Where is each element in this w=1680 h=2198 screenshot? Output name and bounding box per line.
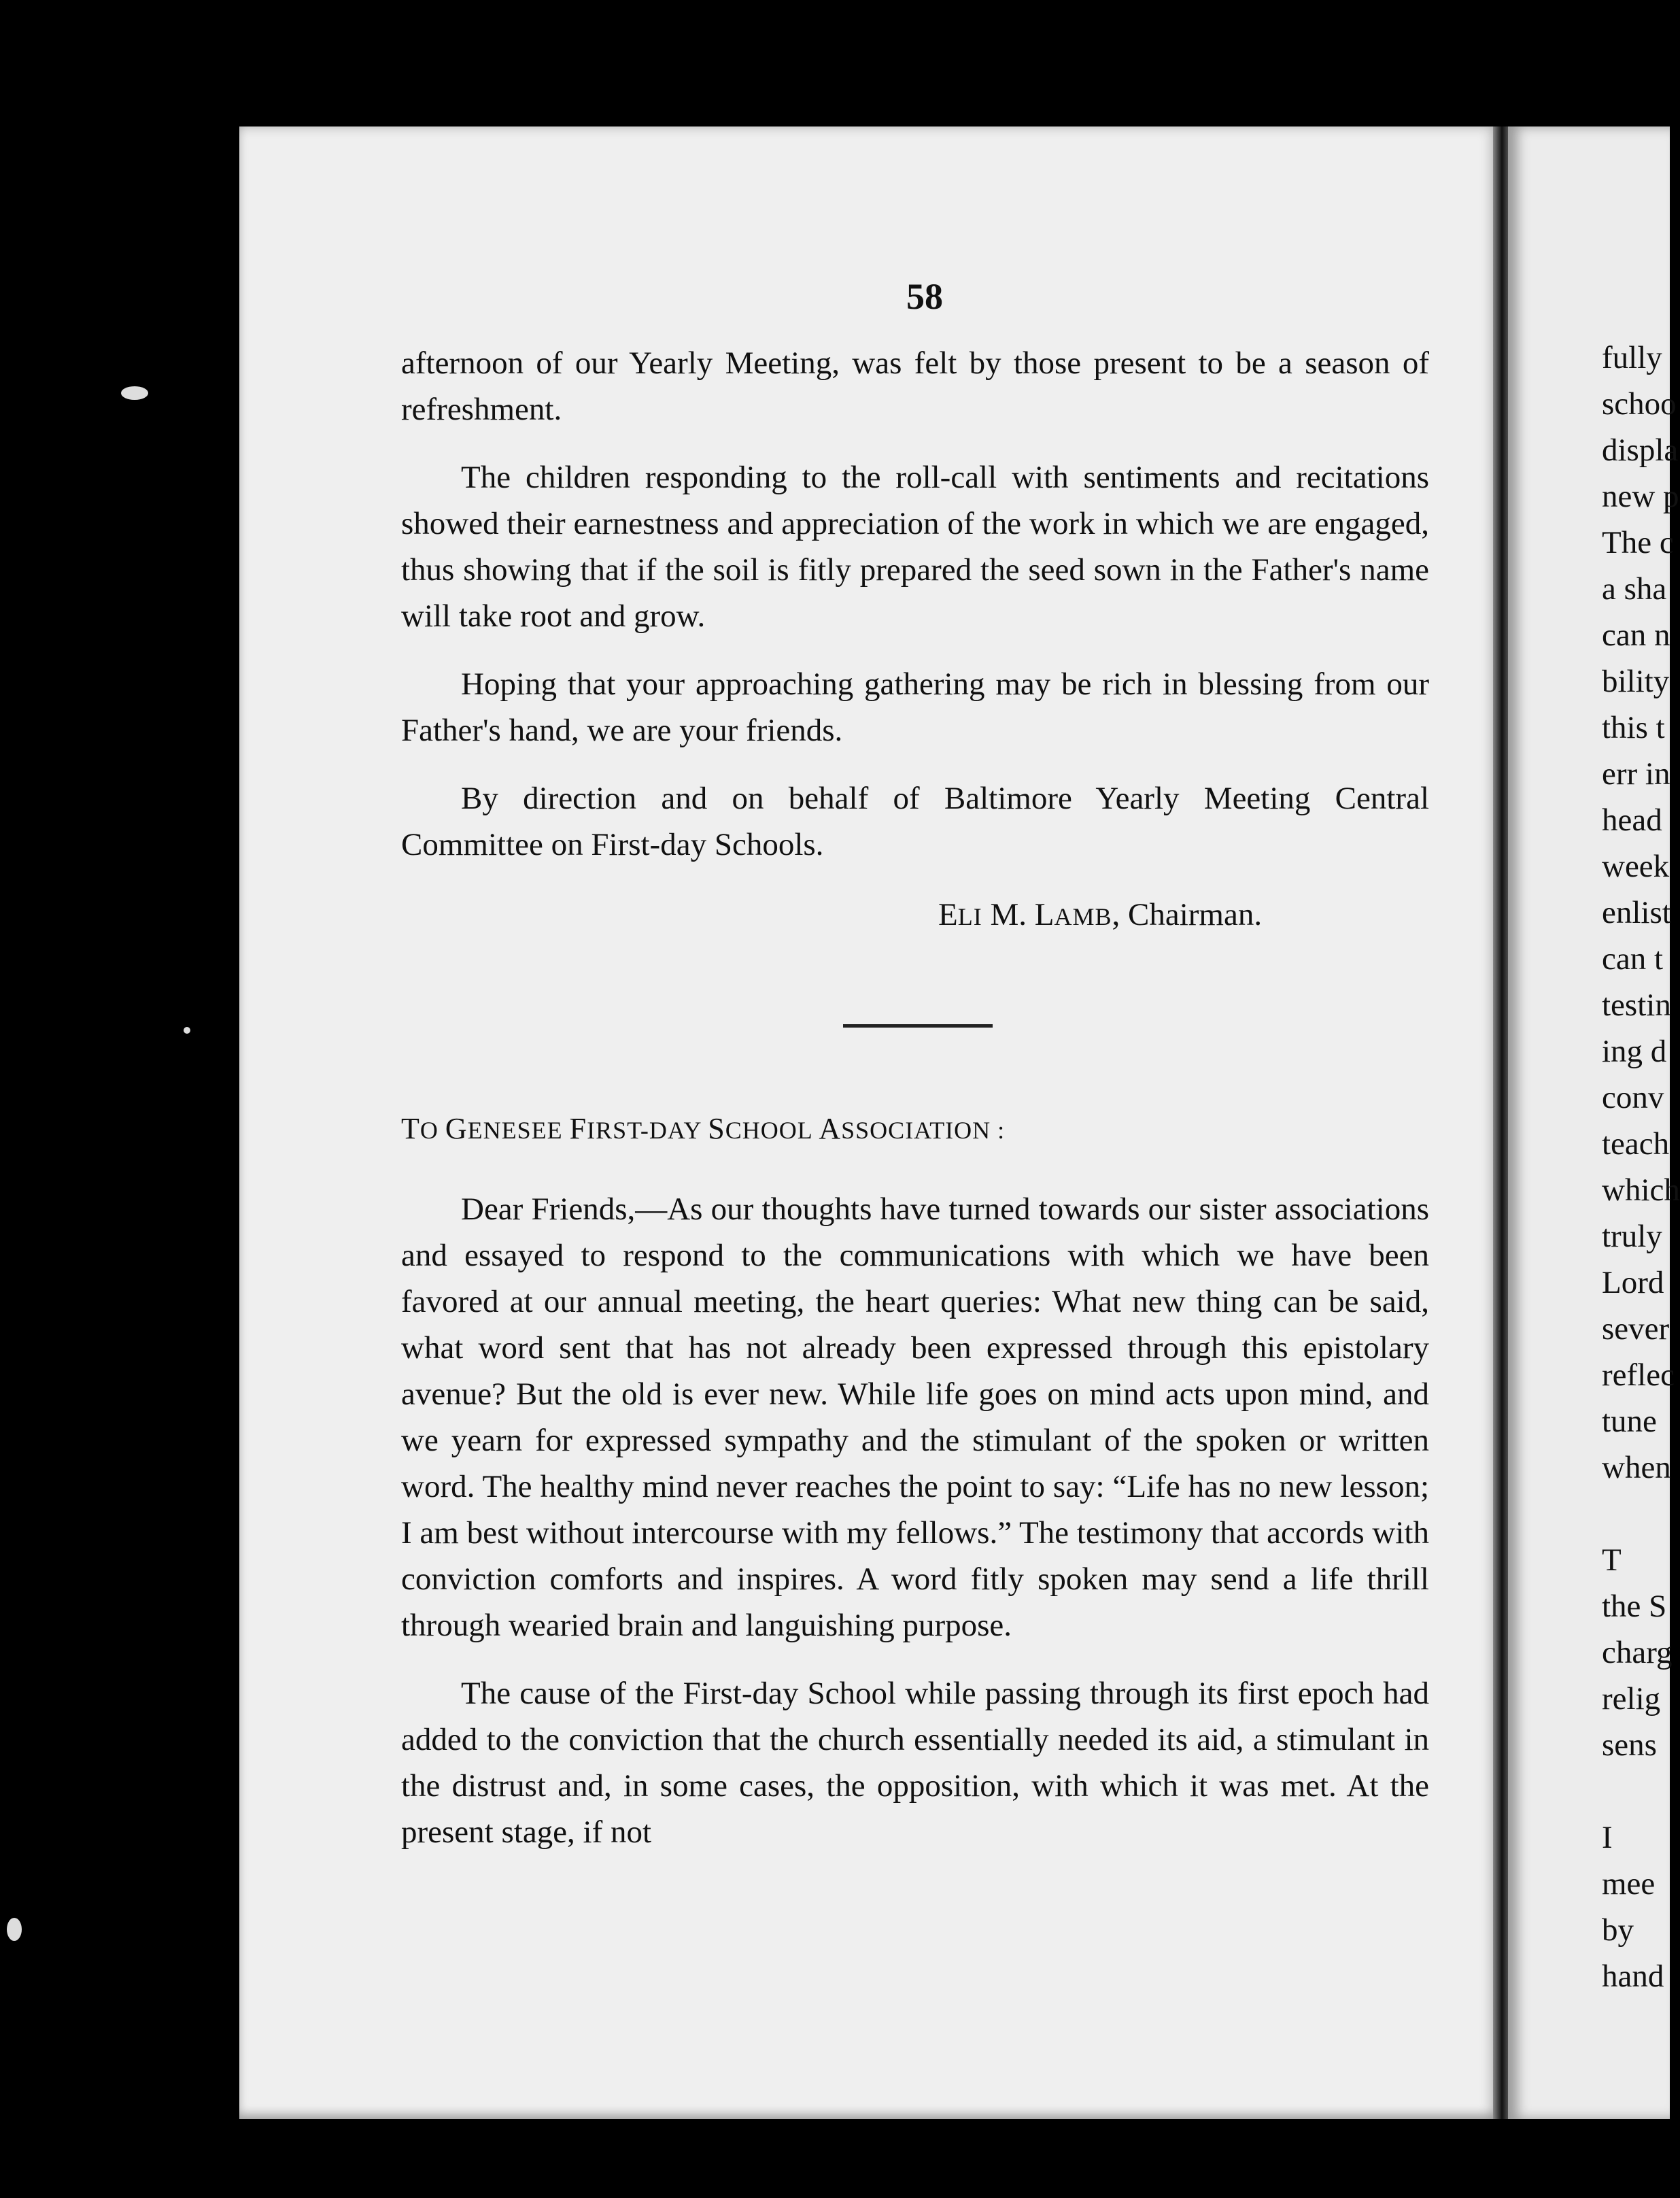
right-page-line: Lord [1602,1265,1664,1300]
right-page-line: T [1602,1542,1622,1578]
scan-speck [7,1918,22,1941]
heading-part: G [445,1112,468,1145]
right-page-line: reflec [1602,1357,1675,1393]
right-page-line: week [1602,849,1670,884]
paragraph-children: The children responding to the roll-call with sentiments and recitations showed their earnestness and appreciation of the work in which we are engaged, thus showing that if the soil is fitly prepared the seed sown in the Father's name will take root and grow. [401,460,1429,634]
right-page-line: displa [1602,433,1679,468]
heading-part: CHOOL [725,1117,819,1144]
signature-line [938,896,1428,933]
right-page-line: can n [1602,618,1670,653]
right-page-line: this t [1602,710,1665,745]
right-page-line: a sha [1602,571,1667,607]
heading-part: O [419,1117,445,1144]
signature-role: , Chairman. [1112,897,1263,932]
right-page-line: when [1602,1450,1671,1485]
right-page-line: err in [1602,756,1670,792]
right-page-line: I [1602,1820,1613,1855]
signature-last-rest: AMB [1054,903,1112,930]
heading-part: T [401,1112,420,1145]
scan-speck [121,386,148,400]
right-page-line: the S [1602,1589,1667,1624]
right-page-line: tune [1602,1404,1657,1439]
section-divider [843,1024,993,1028]
heading-part: ENESEE [467,1117,570,1144]
right-page-line: charg [1602,1635,1673,1670]
text-block-2 [401,1186,1429,1855]
page-number: 58 [906,276,943,317]
right-page-line: bility [1602,664,1670,699]
right-page-line: conv [1602,1080,1664,1115]
right-page-line [1602,1491,1680,1537]
signature-middle: M. L [982,897,1055,932]
scan-speck [184,1027,190,1034]
paragraph-continuation: afternoon of our Yearly Meeting, was felt by those present to be a season of refreshment. [401,345,1429,427]
right-page-line: sens [1602,1727,1657,1763]
signature-initial-first: E [938,897,958,932]
right-page-text [1602,335,1680,1999]
paragraph-dear-friends: Dear Friends,—As our thoughts have turned towards our sister associations and essayed to respond to the communications with which we have been favored at our annual meeting, the heart queries: What new thing can be said, what word sent that has not already been expressed through this epistolary avenue? But the old is ever new. While life goes on mind acts upon mind, and we yearn for expressed sympathy and the stimulant of the spoken or written word. The healthy mind never reaches the point to say: “Life has no new lesson; I am best without intercourse with my fellows.” The testimony that accords with conviction comforts and inspires. A word fitly spoken may send a life thrill through wearied brain and languishing purpose. [401,1191,1429,1643]
paragraph-hoping: Hoping that your approaching gathering may be rich in blessing from our Father's hand, we are your friends. [401,666,1429,748]
right-page-line: enlist [1602,895,1671,930]
right-page-line: hand [1602,1959,1664,1994]
right-page-line: fully [1602,340,1662,375]
section-heading [401,1111,1429,1146]
right-page-line: relig [1602,1681,1661,1717]
right-page-line: testin [1602,987,1671,1023]
right-page-line: can t [1602,941,1664,977]
paragraph-cause: The cause of the First-day School while passing through its first epoch had added to the conviction that the church essentially needed its aid, a stimulant in the distrust and, in some cases, the opposition, with which it was met. At the present stage, if not [401,1676,1429,1850]
right-page-line: truly [1602,1219,1662,1254]
paragraph-direction: By direction and on behalf of Baltimore Yearly Meeting Central Committee on First-day Schools. [401,781,1429,862]
text-block-1 [401,340,1429,868]
right-page-line: mee [1602,1866,1656,1901]
signature-first-rest: LI [957,903,982,930]
right-page-line: by [1602,1912,1634,1948]
heading-part: F [569,1112,587,1145]
heading-part: S [708,1112,725,1145]
right-page-line [1602,1768,1680,1814]
right-page-line: ing d [1602,1034,1667,1069]
right-page-line: head [1602,802,1662,838]
right-page-line: teach [1602,1126,1670,1162]
heading-part: IRST-DAY [587,1117,708,1144]
right-page-line: sever [1602,1311,1670,1347]
right-page-line: schoo [1602,386,1677,422]
right-page-line: new p [1602,479,1679,514]
right-page-line: which [1602,1172,1680,1208]
right-page-line: The c [1602,525,1674,560]
heading-part: A [819,1112,842,1145]
heading-part: SSOCIATION : [841,1117,1006,1144]
